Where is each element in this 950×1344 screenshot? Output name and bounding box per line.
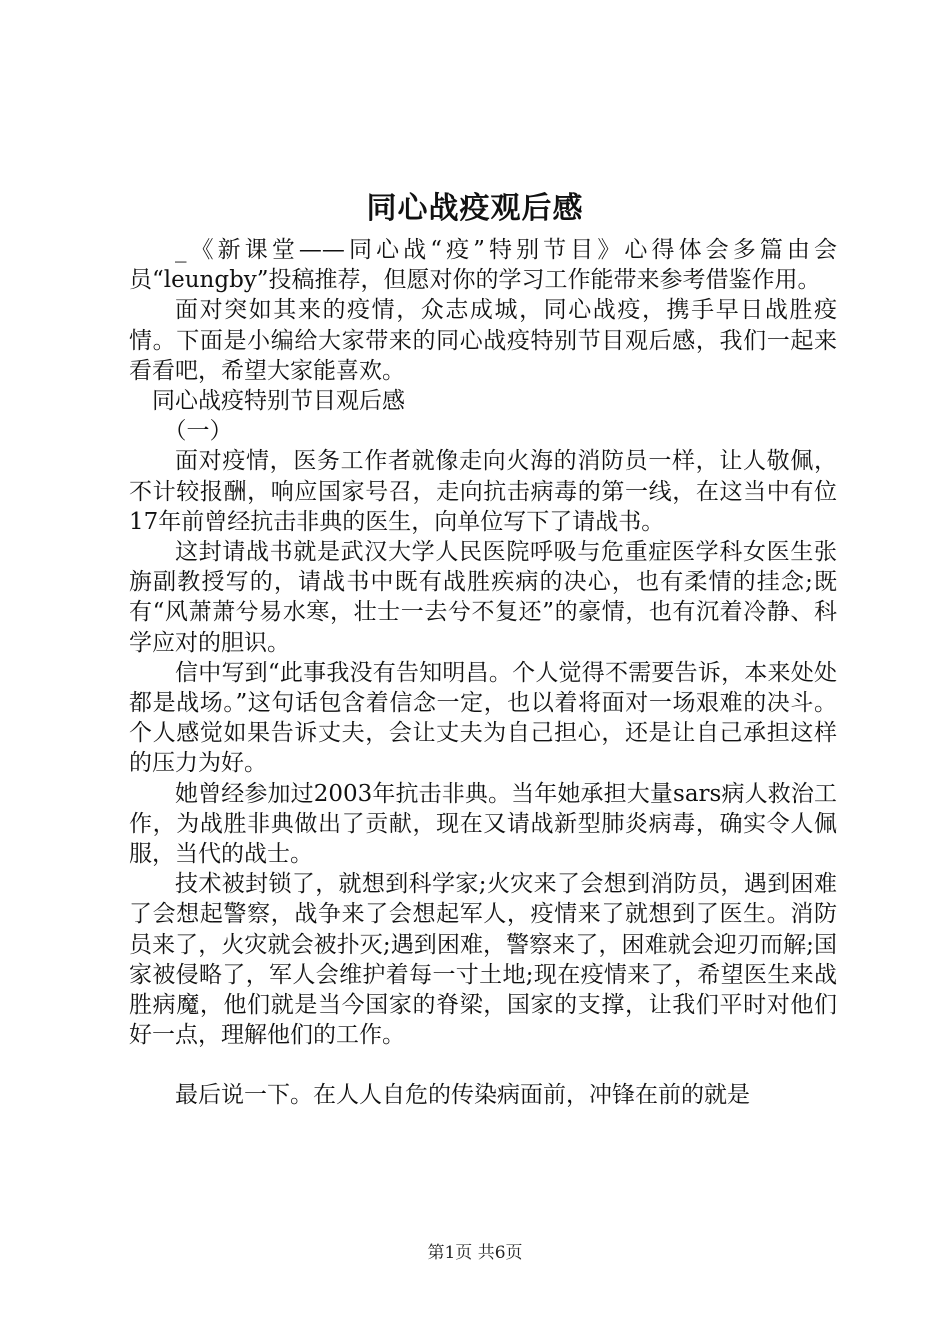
section-heading: 同心战疫特别节目观后感 bbox=[152, 388, 405, 415]
body-paragraph: 她曾经参加过2003年抗击非典。当年她承担大量sars病人救治工作，为战胜非典做出了贡献，现在又请战新型肺炎病毒，确实令人佩服，当代的战士。 bbox=[129, 780, 837, 868]
document-title: 同心战疫观后感 bbox=[366, 191, 584, 226]
body-paragraph: 这封请战书就是武汉大学人民医院呼吸与危重症医学科女医生张旃副教授写的，请战书中既有战胜疾病的决心，也有柔情的挂念;既有“风萧萧兮易水寒，壮士一去兮不复还”的豪情，也有沉着冷静、科学应对的胆识。 bbox=[129, 539, 837, 656]
summary-paragraph: 面对突如其来的疫情，众志成城，同心战疫，携手早日战胜疫情。下面是小编给大家带来的同心战疫特别节目观后感，我们一起来看看吧，希望大家能喜欢。 bbox=[129, 297, 837, 384]
body-paragraph: 面对疫情，医务工作者就像走向火海的消防员一样，让人敬佩，不计较报酬，响应国家号召，走向抗击病毒的第一线，在这当中有位17年前曾经抗击非典的医生，向单位写下了请战书。 bbox=[129, 448, 837, 535]
document-body bbox=[129, 235, 837, 1111]
closing-paragraph: 最后说一下。在人人自危的传染病面前，冲锋在前的就是 bbox=[175, 1082, 750, 1109]
paragraph-spacer bbox=[129, 1050, 837, 1080]
section-number: （一） bbox=[163, 418, 233, 445]
page-footer: 第1页 共6页 bbox=[427, 1243, 523, 1263]
body-paragraph: 信中写到“此事我没有告知明昌。个人觉得不需要告诉，本来处处都是战场。”这句话包含着信念一定，也以着将面对一场艰难的决斗。个人感觉如果告诉丈夫，会让丈夫为自己担心，还是让自己承担这样的压力为好。 bbox=[129, 659, 837, 777]
body-paragraph: 技术被封锁了，就想到科学家;火灾来了会想到消防员，遇到困难了会想起警察，战争来了会想起军人，疫情来了就想到了医生。消防员来了，火灾就会被扑灭;遇到困难，警察来了，困难就会迎刃而解;国家被侵略了，军人会维护着每一寸土地;现在疫情来了，希望医生来战胜病魔，他们就是当今国家的脊梁，国家的支撑，让我们平时对他们好一点，理解他们的工作。 bbox=[129, 871, 837, 1049]
intro-paragraph: _《新课堂——同心战“疫”特别节目》心得体会多篇由会员“leungby”投稿推荐，但愿对你的学习工作能带来参考借鉴作用。 bbox=[129, 237, 837, 294]
